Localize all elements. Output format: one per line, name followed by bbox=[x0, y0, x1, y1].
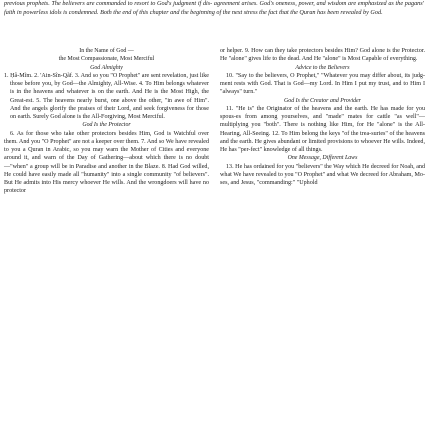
intro-text: previous prophets. The believers are commanded to resort to God's judgment if dis- agreement arises. God's oneness, power, and wisdom are emphasized as the pagans' faith in powerless idols is condemned. Both the end of this chapter and the beginning of the next stress the fact that the Quran has been revealed by God. bbox=[4, 0, 424, 16]
verse-text: 13. He has ordained for you "believers" the Way which He decreed for Noah, and what We have revealed to you "O Prophet" and what We decreed for Abraham, Mo-ses, and Jesus, "commanding:" "Uphold bbox=[220, 163, 425, 186]
verse-text: 1. Ḥâ-Mĩm. 2. 'Ain-Sĩn-Qãf. 3. And so you "O Prophet" are sent revelation, just like those before you, by God—the Almighty, All-Wise. 4. To Him belongs whatever is in the heavens and whatever is on the earth. And He is the Most High, the Great-est. 5. The heavens nearly burst, one above the other, "in awe of Him". And the angels glorify the praises of their Lord, and seek forgiveness for those on earth. Surely God alone is the All-Forgiving, Most Merciful. bbox=[4, 72, 209, 120]
section-heading-advice: Advice to the Believers bbox=[295, 64, 350, 71]
section-heading-god-almighty: God Almighty bbox=[90, 64, 123, 71]
verse-text: 11. "He is" the Originator of the heavens and the earth. He has made for you spous-es from among yourselves, and "made" mates for cattle "as well"—multiplying you "both". There is nothing like Him, for He "alone" is the All-Hearing, All-Seeing. 12. To Him belong the keys "of the trea-suries" of the heavens and the earth. He gives abundant or limited provisions to whoever He wills. Indeed, He has "per-fect" knowledge of all things. bbox=[220, 105, 425, 153]
intro-paragraph bbox=[4, 0, 424, 17]
left-column bbox=[4, 47, 209, 196]
right-column bbox=[220, 47, 425, 187]
verse-text: 10. "Say to the believers, O Prophet," "Whatever you may differ about, its judg-ment rests with God. That is God—my Lord. In Him I put my trust, and to Him I "always" turn." bbox=[220, 72, 425, 96]
basmala-line-1: In the Name of God — bbox=[79, 48, 134, 54]
basmala-line-2: the Most Compassionate, Most Merciful bbox=[58, 56, 155, 63]
section-heading-god-protector: God Is the Protector bbox=[82, 122, 131, 129]
verse-text: 6. As for those who take other protectors besides Him, God is Watchful over them. And you "O Prophet" are not a keeper over them. 7. And so We have revealed to you a Quran in Arabic, so you may warn the Mother of Cities and everyone around it, and warn of the Day of Gathering—about which there is no doubt—"when" a group will be in Paradise and another in the Blaze. 8. Had God willed, He could have easily made all "humanity" into a single community "of believers". But He admits into His mercy whoever He wills. And the wrongdoers will have no protector bbox=[4, 130, 209, 195]
section-heading-creator-provider: God Is the Creator and Provider bbox=[284, 97, 361, 104]
section-heading-one-message: One Message, Different Laws bbox=[287, 155, 358, 162]
verse-text: or helper. 9. How can they take protectors besides Him? God alone is the Protector. He "alone" gives life to the dead. And He "alone" is Most Capable of everything. bbox=[220, 48, 425, 63]
